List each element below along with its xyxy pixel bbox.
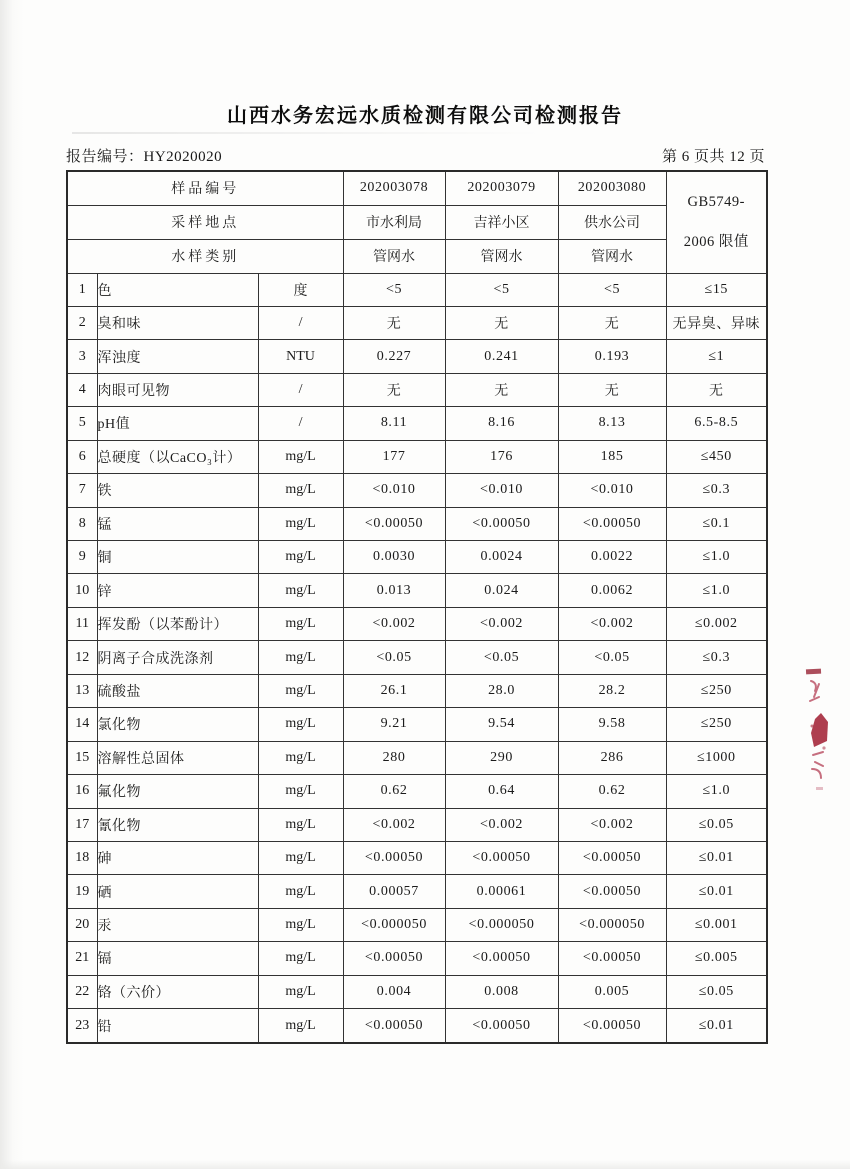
parameter-name-cell: 氰化物 bbox=[97, 808, 258, 841]
unit-cell: mg/L bbox=[258, 808, 343, 841]
value-cell-sample1: <0.00050 bbox=[343, 1009, 445, 1043]
value-cell-sample3: 185 bbox=[558, 440, 666, 473]
table-row bbox=[67, 407, 767, 440]
value-cell-sample1: <0.05 bbox=[343, 641, 445, 674]
row-number-cell: 2 bbox=[67, 306, 97, 339]
page-indicator: 第 6 页共 12 页 bbox=[661, 149, 765, 165]
unit-cell: mg/L bbox=[258, 574, 343, 607]
limit-cell: ≤0.3 bbox=[666, 641, 767, 674]
scan-edge-artifact-left bbox=[0, 0, 24, 1169]
scan-streak-artifact bbox=[72, 132, 542, 134]
results-table bbox=[66, 170, 768, 1044]
parameter-name-cell: 挥发酚（以苯酚计） bbox=[97, 607, 258, 640]
row-number-cell: 19 bbox=[67, 875, 97, 908]
limit-cell: ≤250 bbox=[666, 674, 767, 707]
table-row bbox=[67, 541, 767, 574]
parameter-name-cell: 汞 bbox=[97, 908, 258, 941]
unit-cell: / bbox=[258, 373, 343, 406]
value-cell-sample2: <0.010 bbox=[445, 474, 558, 507]
limit-header-line1: GB5749- bbox=[687, 193, 746, 210]
value-cell-sample3: 286 bbox=[558, 741, 666, 774]
table-row bbox=[67, 574, 767, 607]
limit-cell: 无异臭、异味 bbox=[666, 306, 767, 339]
value-cell-sample3: <0.010 bbox=[558, 474, 666, 507]
row-number-cell: 4 bbox=[67, 373, 97, 406]
table-row bbox=[67, 273, 767, 306]
value-cell-sample2: <0.00050 bbox=[445, 1009, 558, 1043]
row-number-cell: 1 bbox=[67, 273, 97, 306]
location-cell-3: 供水公司 bbox=[558, 205, 666, 239]
sample-id-cell-1: 202003078 bbox=[343, 171, 445, 205]
value-cell-sample3: <0.05 bbox=[558, 641, 666, 674]
row-number-cell: 9 bbox=[67, 541, 97, 574]
table-row bbox=[67, 808, 767, 841]
value-cell-sample1: <5 bbox=[343, 273, 445, 306]
table-row bbox=[67, 1009, 767, 1043]
value-cell-sample1: 0.00057 bbox=[343, 875, 445, 908]
value-cell-sample2: <0.00050 bbox=[445, 841, 558, 874]
parameter-name-cell: 臭和味 bbox=[97, 306, 258, 339]
value-cell-sample1: 9.21 bbox=[343, 708, 445, 741]
value-cell-sample2: 0.024 bbox=[445, 574, 558, 607]
value-cell-sample3: 0.0062 bbox=[558, 574, 666, 607]
unit-cell: mg/L bbox=[258, 841, 343, 874]
limit-cell: ≤250 bbox=[666, 708, 767, 741]
row-number-cell: 6 bbox=[67, 440, 97, 473]
value-cell-sample3: <0.000050 bbox=[558, 908, 666, 941]
value-cell-sample3: <0.00050 bbox=[558, 942, 666, 975]
value-cell-sample1: 无 bbox=[343, 373, 445, 406]
value-cell-sample3: <5 bbox=[558, 273, 666, 306]
value-cell-sample3: <0.00050 bbox=[558, 507, 666, 540]
parameter-name-cell: 铬（六价） bbox=[97, 975, 258, 1008]
location-cell-2: 吉祥小区 bbox=[445, 205, 558, 239]
parameter-name-cell: 硫酸盐 bbox=[97, 674, 258, 707]
row-number-cell: 21 bbox=[67, 942, 97, 975]
location-label-cell: 采样地点 bbox=[67, 205, 343, 239]
limit-cell: ≤0.1 bbox=[666, 507, 767, 540]
value-cell-sample2: 0.008 bbox=[445, 975, 558, 1008]
value-cell-sample3: 0.005 bbox=[558, 975, 666, 1008]
unit-cell: mg/L bbox=[258, 875, 343, 908]
parameter-name-cell: 铅 bbox=[97, 1009, 258, 1043]
value-cell-sample3: 9.58 bbox=[558, 708, 666, 741]
red-stamp-partial bbox=[797, 656, 847, 816]
limit-cell: ≤1 bbox=[666, 340, 767, 373]
value-cell-sample1: <0.00050 bbox=[343, 841, 445, 874]
value-cell-sample2: 0.0024 bbox=[445, 541, 558, 574]
value-cell-sample2: 176 bbox=[445, 440, 558, 473]
value-cell-sample3: 无 bbox=[558, 306, 666, 339]
table-row bbox=[67, 440, 767, 473]
unit-cell: mg/L bbox=[258, 507, 343, 540]
parameter-name-cell: 总硬度（以CaCO₃计） bbox=[97, 440, 258, 473]
type-cell-1: 管网水 bbox=[343, 239, 445, 273]
value-cell-sample2: <0.002 bbox=[445, 808, 558, 841]
limit-cell: ≤1000 bbox=[666, 741, 767, 774]
page-title: 山西水务宏远水质检测有限公司检测报告 bbox=[227, 105, 623, 127]
row-number-cell: 22 bbox=[67, 975, 97, 1008]
table-row bbox=[67, 306, 767, 339]
value-cell-sample2: 0.00061 bbox=[445, 875, 558, 908]
value-cell-sample1: 26.1 bbox=[343, 674, 445, 707]
table-row bbox=[67, 741, 767, 774]
unit-cell: mg/L bbox=[258, 775, 343, 808]
table-row bbox=[67, 875, 767, 908]
row-number-cell: 12 bbox=[67, 641, 97, 674]
table-row bbox=[67, 340, 767, 373]
unit-cell: mg/L bbox=[258, 1009, 343, 1043]
value-cell-sample1: 177 bbox=[343, 440, 445, 473]
parameter-name-cell: 镉 bbox=[97, 942, 258, 975]
unit-cell: mg/L bbox=[258, 641, 343, 674]
value-cell-sample2: <5 bbox=[445, 273, 558, 306]
value-cell-sample1: 8.11 bbox=[343, 407, 445, 440]
limit-cell: ≤0.05 bbox=[666, 975, 767, 1008]
value-cell-sample2: <0.00050 bbox=[445, 507, 558, 540]
row-number-cell: 18 bbox=[67, 841, 97, 874]
unit-cell: mg/L bbox=[258, 942, 343, 975]
unit-cell: mg/L bbox=[258, 607, 343, 640]
row-number-cell: 10 bbox=[67, 574, 97, 607]
value-cell-sample1: <0.010 bbox=[343, 474, 445, 507]
unit-cell: mg/L bbox=[258, 708, 343, 741]
value-cell-sample1: 无 bbox=[343, 306, 445, 339]
parameter-name-cell: 溶解性总固体 bbox=[97, 741, 258, 774]
report-number-value: HY2020020 bbox=[143, 149, 223, 165]
parameter-name-cell: 硒 bbox=[97, 875, 258, 908]
parameter-name-cell: pH值 bbox=[97, 407, 258, 440]
location-cell-1: 市水利局 bbox=[343, 205, 445, 239]
unit-cell: mg/L bbox=[258, 741, 343, 774]
table-row bbox=[67, 607, 767, 640]
limit-cell: ≤0.001 bbox=[666, 908, 767, 941]
row-number-cell: 3 bbox=[67, 340, 97, 373]
limit-cell: ≤450 bbox=[666, 440, 767, 473]
row-number-cell: 23 bbox=[67, 1009, 97, 1043]
table-row bbox=[67, 708, 767, 741]
table-row bbox=[67, 975, 767, 1008]
value-cell-sample3: <0.00050 bbox=[558, 841, 666, 874]
value-cell-sample2: 无 bbox=[445, 373, 558, 406]
type-cell-3: 管网水 bbox=[558, 239, 666, 273]
parameter-name-cell: 砷 bbox=[97, 841, 258, 874]
value-cell-sample3: 无 bbox=[558, 373, 666, 406]
table-row bbox=[67, 373, 767, 406]
parameter-name-cell: 阴离子合成洗涤剂 bbox=[97, 641, 258, 674]
report-meta-row bbox=[66, 145, 765, 166]
unit-cell: mg/L bbox=[258, 474, 343, 507]
value-cell-sample2: <0.05 bbox=[445, 641, 558, 674]
limit-cell: 无 bbox=[666, 373, 767, 406]
value-cell-sample2: 9.54 bbox=[445, 708, 558, 741]
table-row bbox=[67, 641, 767, 674]
report-number bbox=[66, 145, 222, 166]
parameter-name-cell: 锰 bbox=[97, 507, 258, 540]
header-row-type bbox=[67, 239, 767, 273]
unit-cell: mg/L bbox=[258, 440, 343, 473]
value-cell-sample1: 0.004 bbox=[343, 975, 445, 1008]
row-number-cell: 17 bbox=[67, 808, 97, 841]
parameter-name-cell: 氯化物 bbox=[97, 708, 258, 741]
value-cell-sample1: 0.013 bbox=[343, 574, 445, 607]
sample-id-cell-2: 202003079 bbox=[445, 171, 558, 205]
unit-cell: / bbox=[258, 407, 343, 440]
row-number-cell: 14 bbox=[67, 708, 97, 741]
limit-cell: ≤0.01 bbox=[666, 875, 767, 908]
limit-cell: ≤0.002 bbox=[666, 607, 767, 640]
limit-header-cell bbox=[666, 171, 767, 273]
limit-cell: ≤0.005 bbox=[666, 942, 767, 975]
parameter-name-cell: 肉眼可见物 bbox=[97, 373, 258, 406]
unit-cell: mg/L bbox=[258, 975, 343, 1008]
limit-cell: ≤15 bbox=[666, 273, 767, 306]
table-row bbox=[67, 674, 767, 707]
table-row bbox=[67, 942, 767, 975]
header-row-location bbox=[67, 205, 767, 239]
limit-cell: ≤1.0 bbox=[666, 541, 767, 574]
limit-header-line2: 2006 限值 bbox=[683, 233, 749, 250]
table-row bbox=[67, 775, 767, 808]
limit-cell: ≤0.01 bbox=[666, 841, 767, 874]
unit-cell: / bbox=[258, 306, 343, 339]
value-cell-sample1: <0.00050 bbox=[343, 507, 445, 540]
parameter-name-cell: 浑浊度 bbox=[97, 340, 258, 373]
row-number-cell: 8 bbox=[67, 507, 97, 540]
value-cell-sample3: <0.00050 bbox=[558, 1009, 666, 1043]
value-cell-sample3: <0.002 bbox=[558, 808, 666, 841]
row-number-cell: 11 bbox=[67, 607, 97, 640]
report-number-label: 报告编号： bbox=[66, 149, 144, 165]
row-number-cell: 20 bbox=[67, 908, 97, 941]
unit-cell: 度 bbox=[258, 273, 343, 306]
value-cell-sample2: 0.64 bbox=[445, 775, 558, 808]
row-number-cell: 15 bbox=[67, 741, 97, 774]
parameter-name-cell: 铜 bbox=[97, 541, 258, 574]
row-number-cell: 13 bbox=[67, 674, 97, 707]
parameter-name-cell: 铁 bbox=[97, 474, 258, 507]
value-cell-sample3: 8.13 bbox=[558, 407, 666, 440]
header-row-sample-id bbox=[67, 171, 767, 205]
unit-cell: mg/L bbox=[258, 541, 343, 574]
table-row bbox=[67, 908, 767, 941]
value-cell-sample1: <0.002 bbox=[343, 808, 445, 841]
value-cell-sample1: <0.002 bbox=[343, 607, 445, 640]
table-row bbox=[67, 474, 767, 507]
limit-cell: ≤1.0 bbox=[666, 574, 767, 607]
value-cell-sample3: 28.2 bbox=[558, 674, 666, 707]
value-cell-sample1: <0.00050 bbox=[343, 942, 445, 975]
value-cell-sample2: 290 bbox=[445, 741, 558, 774]
limit-cell: ≤1.0 bbox=[666, 775, 767, 808]
value-cell-sample3: 0.193 bbox=[558, 340, 666, 373]
value-cell-sample2: <0.00050 bbox=[445, 942, 558, 975]
limit-cell: ≤0.05 bbox=[666, 808, 767, 841]
type-cell-2: 管网水 bbox=[445, 239, 558, 273]
parameter-name-cell: 锌 bbox=[97, 574, 258, 607]
limit-cell: ≤0.01 bbox=[666, 1009, 767, 1043]
sample-id-cell-3: 202003080 bbox=[558, 171, 666, 205]
type-label-cell: 水样类别 bbox=[67, 239, 343, 273]
value-cell-sample2: 28.0 bbox=[445, 674, 558, 707]
value-cell-sample2: 无 bbox=[445, 306, 558, 339]
limit-cell: 6.5-8.5 bbox=[666, 407, 767, 440]
parameter-name-cell: 氟化物 bbox=[97, 775, 258, 808]
value-cell-sample1: 0.227 bbox=[343, 340, 445, 373]
value-cell-sample1: <0.000050 bbox=[343, 908, 445, 941]
row-number-cell: 5 bbox=[67, 407, 97, 440]
value-cell-sample1: 0.0030 bbox=[343, 541, 445, 574]
value-cell-sample2: 8.16 bbox=[445, 407, 558, 440]
table-row bbox=[67, 507, 767, 540]
parameter-name-cell: 色 bbox=[97, 273, 258, 306]
table-row bbox=[67, 841, 767, 874]
scan-edge-artifact-bottom bbox=[0, 1160, 850, 1169]
value-cell-sample2: 0.241 bbox=[445, 340, 558, 373]
row-number-cell: 16 bbox=[67, 775, 97, 808]
value-cell-sample3: 0.62 bbox=[558, 775, 666, 808]
row-number-cell: 7 bbox=[67, 474, 97, 507]
unit-cell: mg/L bbox=[258, 674, 343, 707]
value-cell-sample2: <0.002 bbox=[445, 607, 558, 640]
value-cell-sample2: <0.000050 bbox=[445, 908, 558, 941]
sample-id-label-cell: 样品编号 bbox=[67, 171, 343, 205]
value-cell-sample3: <0.00050 bbox=[558, 875, 666, 908]
value-cell-sample3: <0.002 bbox=[558, 607, 666, 640]
value-cell-sample3: 0.0022 bbox=[558, 541, 666, 574]
value-cell-sample1: 0.62 bbox=[343, 775, 445, 808]
unit-cell: NTU bbox=[258, 340, 343, 373]
unit-cell: mg/L bbox=[258, 908, 343, 941]
limit-cell: ≤0.3 bbox=[666, 474, 767, 507]
value-cell-sample1: 280 bbox=[343, 741, 445, 774]
